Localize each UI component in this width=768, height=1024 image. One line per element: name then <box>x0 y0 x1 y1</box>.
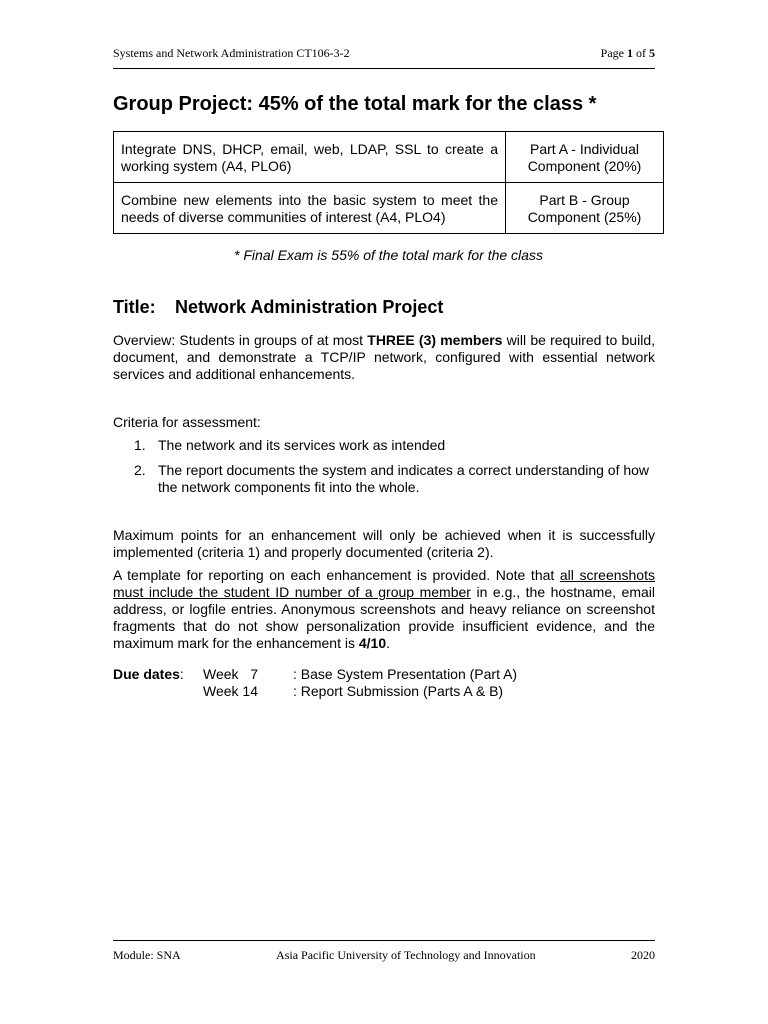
objective-part: Part A - Individual Component (20%) <box>506 132 664 183</box>
list-item: 2. The report documents the system and indicates a correct understanding of how the network components fit into the whole. <box>134 462 650 495</box>
objective-description: Combine new elements into the basic system to meet the needs of diverse communities of interest (A4, PLO4) <box>114 183 506 234</box>
due-label: Due dates <box>113 666 180 682</box>
course-name: Systems and Network Administration CT106-3-2 <box>113 46 350 60</box>
page-title: Group Project: 45% of the total mark for the class * <box>113 93 597 115</box>
template-paragraph: A template for reporting on each enhancement is provided. Note that all screenshots must include the student ID number of a group member in e.g., the hostname, email address, or logfile entries. Anonymous screenshots and heavy reliance on screenshot fragments that do not show personalization provide insufficient evidence, and the maximum mark for the enhancement is 4/10. <box>113 567 656 651</box>
exam-note: * Final Exam is 55% of the total mark for the class <box>234 247 543 263</box>
objective-part: Part B - Group Component (25%) <box>506 183 664 234</box>
overview-paragraph: Overview: Students in groups of at most THREE (3) members will be required to build, document, and demonstrate a TCP/IP network, configured with essential network services and additional enhancements. <box>113 332 655 382</box>
page-header <box>113 46 655 61</box>
due-row <box>113 683 517 700</box>
due-description: : Base System Presentation (Part A) <box>293 666 518 682</box>
objective-description: Integrate DNS, DHCP, email, web, LDAP, SSL to create a working system (A4, PLO6) <box>114 132 506 183</box>
section-label: Title: <box>113 297 156 317</box>
page-footer <box>113 948 655 963</box>
footer-year: 2020 <box>631 948 655 962</box>
due-dates <box>113 666 517 700</box>
due-description: : Report Submission (Parts A & B) <box>293 683 504 699</box>
due-week: Week 7 <box>203 666 258 682</box>
section-title <box>113 297 443 318</box>
header-divider <box>113 68 655 69</box>
footer-module: Module: SNA <box>113 948 181 962</box>
due-row: Due dates: Week 7 : Base System Presentation (Part A) <box>113 666 518 682</box>
due-week: Week 14 <box>203 683 258 699</box>
criteria-heading: Criteria for assessment: <box>113 414 261 430</box>
table-row <box>114 132 664 183</box>
table-row <box>114 183 664 234</box>
section-text: Network Administration Project <box>175 297 444 317</box>
list-item: 1. The network and its services work as intended <box>134 437 446 453</box>
max-points-paragraph: Maximum points for an enhancement will only be achieved when it is successfully implemented (criteria 1) and properly documented (criteria 2). <box>113 527 655 560</box>
objectives-table <box>113 131 664 234</box>
footer-divider <box>113 940 655 941</box>
footer-university: Asia Pacific University of Technology and Innovation <box>276 948 536 962</box>
page-number: Page 1 of 5 <box>600 46 655 60</box>
